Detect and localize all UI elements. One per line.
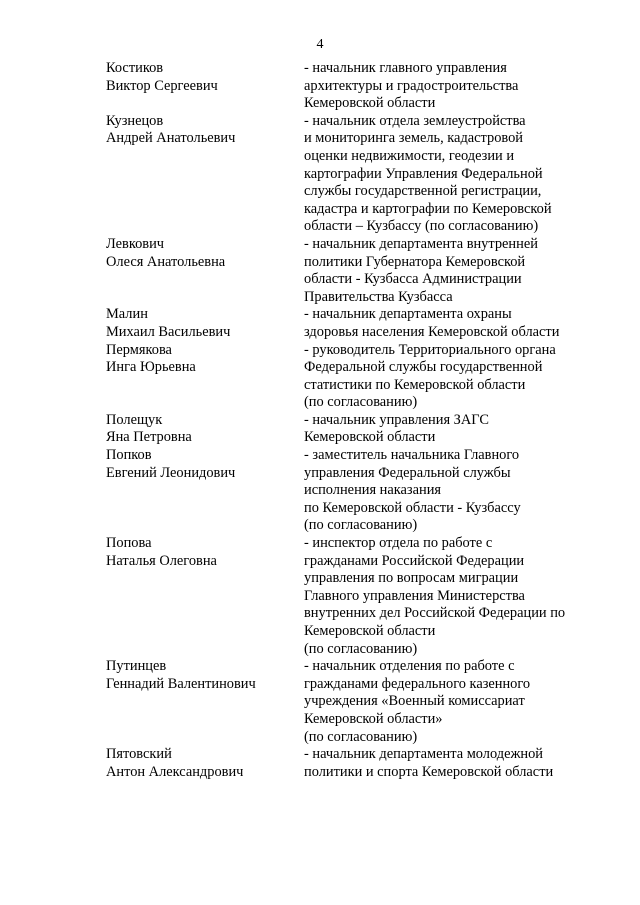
position-line: - начальник управления ЗАГС xyxy=(304,411,489,428)
position-line: учреждения «Военный комиссариат xyxy=(304,693,525,710)
member-given-names: Михаил Васильевич xyxy=(106,323,231,340)
member-entry xyxy=(106,412,586,447)
member-entry xyxy=(106,658,586,746)
position-line: Кемеровской области xyxy=(304,95,436,112)
member-surname: Попова xyxy=(106,535,152,552)
position-line: Федеральной службы государственной xyxy=(304,359,543,376)
member-name xyxy=(106,60,304,95)
member-position xyxy=(304,746,586,781)
member-name xyxy=(106,658,304,693)
position-line: службы государственной регистрации, xyxy=(304,183,542,200)
member-entry xyxy=(106,236,586,306)
member-entry xyxy=(106,342,586,412)
member-given-names: Яна Петровна xyxy=(106,429,192,446)
member-name xyxy=(106,746,304,781)
member-position xyxy=(304,658,586,746)
member-entry xyxy=(106,746,586,781)
member-entry xyxy=(106,535,586,658)
position-line: политики Губернатора Кемеровской xyxy=(304,253,526,270)
position-line: внутренних дел Российской Федерации по xyxy=(304,605,566,622)
member-entry xyxy=(106,113,586,236)
position-line: - начальник департамента внутренней xyxy=(304,235,538,252)
position-line: - начальник отдела землеустройства xyxy=(304,112,526,129)
members-list xyxy=(106,60,586,781)
member-given-names: Геннадий Валентинович xyxy=(106,675,256,692)
position-line: (по согласованию) xyxy=(304,728,418,745)
position-line: архитектуры и градостроительства xyxy=(304,77,519,94)
member-position xyxy=(304,342,586,412)
position-line: (по согласованию) xyxy=(304,394,418,411)
member-surname: Попков xyxy=(106,447,152,464)
member-entry xyxy=(106,306,586,341)
position-line: Кемеровской области xyxy=(304,429,436,446)
member-position xyxy=(304,306,586,341)
member-name xyxy=(106,306,304,341)
position-line: гражданами федерального казенного xyxy=(304,675,531,692)
member-position xyxy=(304,412,586,447)
member-entry xyxy=(106,60,586,113)
position-line: - начальник департамента молодежной xyxy=(304,746,544,763)
member-surname: Пермякова xyxy=(106,341,172,358)
member-position xyxy=(304,535,586,658)
member-name xyxy=(106,447,304,482)
member-name xyxy=(106,412,304,447)
position-line: области - Кузбасса Администрации xyxy=(304,271,522,288)
position-line: Правительства Кузбасса xyxy=(304,288,453,305)
position-line: - начальник главного управления xyxy=(304,60,507,76)
member-given-names: Инга Юрьевна xyxy=(106,359,196,376)
member-position xyxy=(304,113,586,236)
member-name xyxy=(106,342,304,377)
position-line: - инспектор отдела по работе с xyxy=(304,535,493,552)
position-line: управления Федеральной службы xyxy=(304,464,511,481)
position-line: политики и спорта Кемеровской области xyxy=(304,763,554,780)
position-line: Кемеровской области xyxy=(304,623,436,639)
member-name xyxy=(106,535,304,570)
position-line: - начальник отделения по работе с xyxy=(304,658,515,675)
position-line: (по согласованию) xyxy=(304,517,418,534)
position-line: и мониторинга земель, кадастровой xyxy=(304,130,523,147)
member-surname: Костиков xyxy=(106,60,164,76)
position-line: - руководитель Территориального органа xyxy=(304,341,556,358)
position-line: по Кемеровской области - Кузбассу xyxy=(304,499,521,516)
position-line: (по согласованию) xyxy=(304,640,418,657)
position-line: кадастра и картографии по Кемеровской xyxy=(304,200,552,217)
member-surname: Левкович xyxy=(106,235,165,252)
member-position xyxy=(304,60,586,113)
member-position xyxy=(304,447,586,535)
position-line: исполнения наказания xyxy=(304,482,442,499)
member-surname: Путинцев xyxy=(106,658,167,675)
member-name xyxy=(106,236,304,271)
position-line: Кемеровской области» xyxy=(304,710,443,727)
member-given-names: Андрей Анатольевич xyxy=(106,130,236,147)
member-surname: Кузнецов xyxy=(106,112,164,129)
member-name xyxy=(106,113,304,148)
position-line: - начальник департамента охраны xyxy=(304,306,512,323)
position-line: управления по вопросам миграции xyxy=(304,570,519,587)
member-given-names: Виктор Сергеевич xyxy=(106,77,218,94)
member-given-names: Олеся Анатольевна xyxy=(106,253,226,270)
member-surname: Полещук xyxy=(106,411,163,428)
position-line: гражданами Российской Федерации xyxy=(304,552,525,569)
position-line: - заместитель начальника Главного xyxy=(304,447,520,464)
member-given-names: Евгений Леонидович xyxy=(106,464,236,481)
position-line: картографии Управления Федеральной xyxy=(304,165,543,182)
member-entry xyxy=(106,447,586,535)
position-line: оценки недвижимости, геодезии и xyxy=(304,147,515,164)
position-line: статистики по Кемеровской области xyxy=(304,376,526,393)
member-given-names: Антон Александрович xyxy=(106,763,244,780)
member-surname: Пятовский xyxy=(106,746,172,763)
page-number: 4 xyxy=(316,37,324,52)
member-surname: Малин xyxy=(106,306,148,323)
position-line: здоровья населения Кемеровской области xyxy=(304,323,560,340)
position-line: Главного управления Министерства xyxy=(304,587,525,604)
position-line: области – Кузбассу (по согласованию) xyxy=(304,218,539,235)
member-position xyxy=(304,236,586,306)
member-given-names: Наталья Олеговна xyxy=(106,552,217,569)
